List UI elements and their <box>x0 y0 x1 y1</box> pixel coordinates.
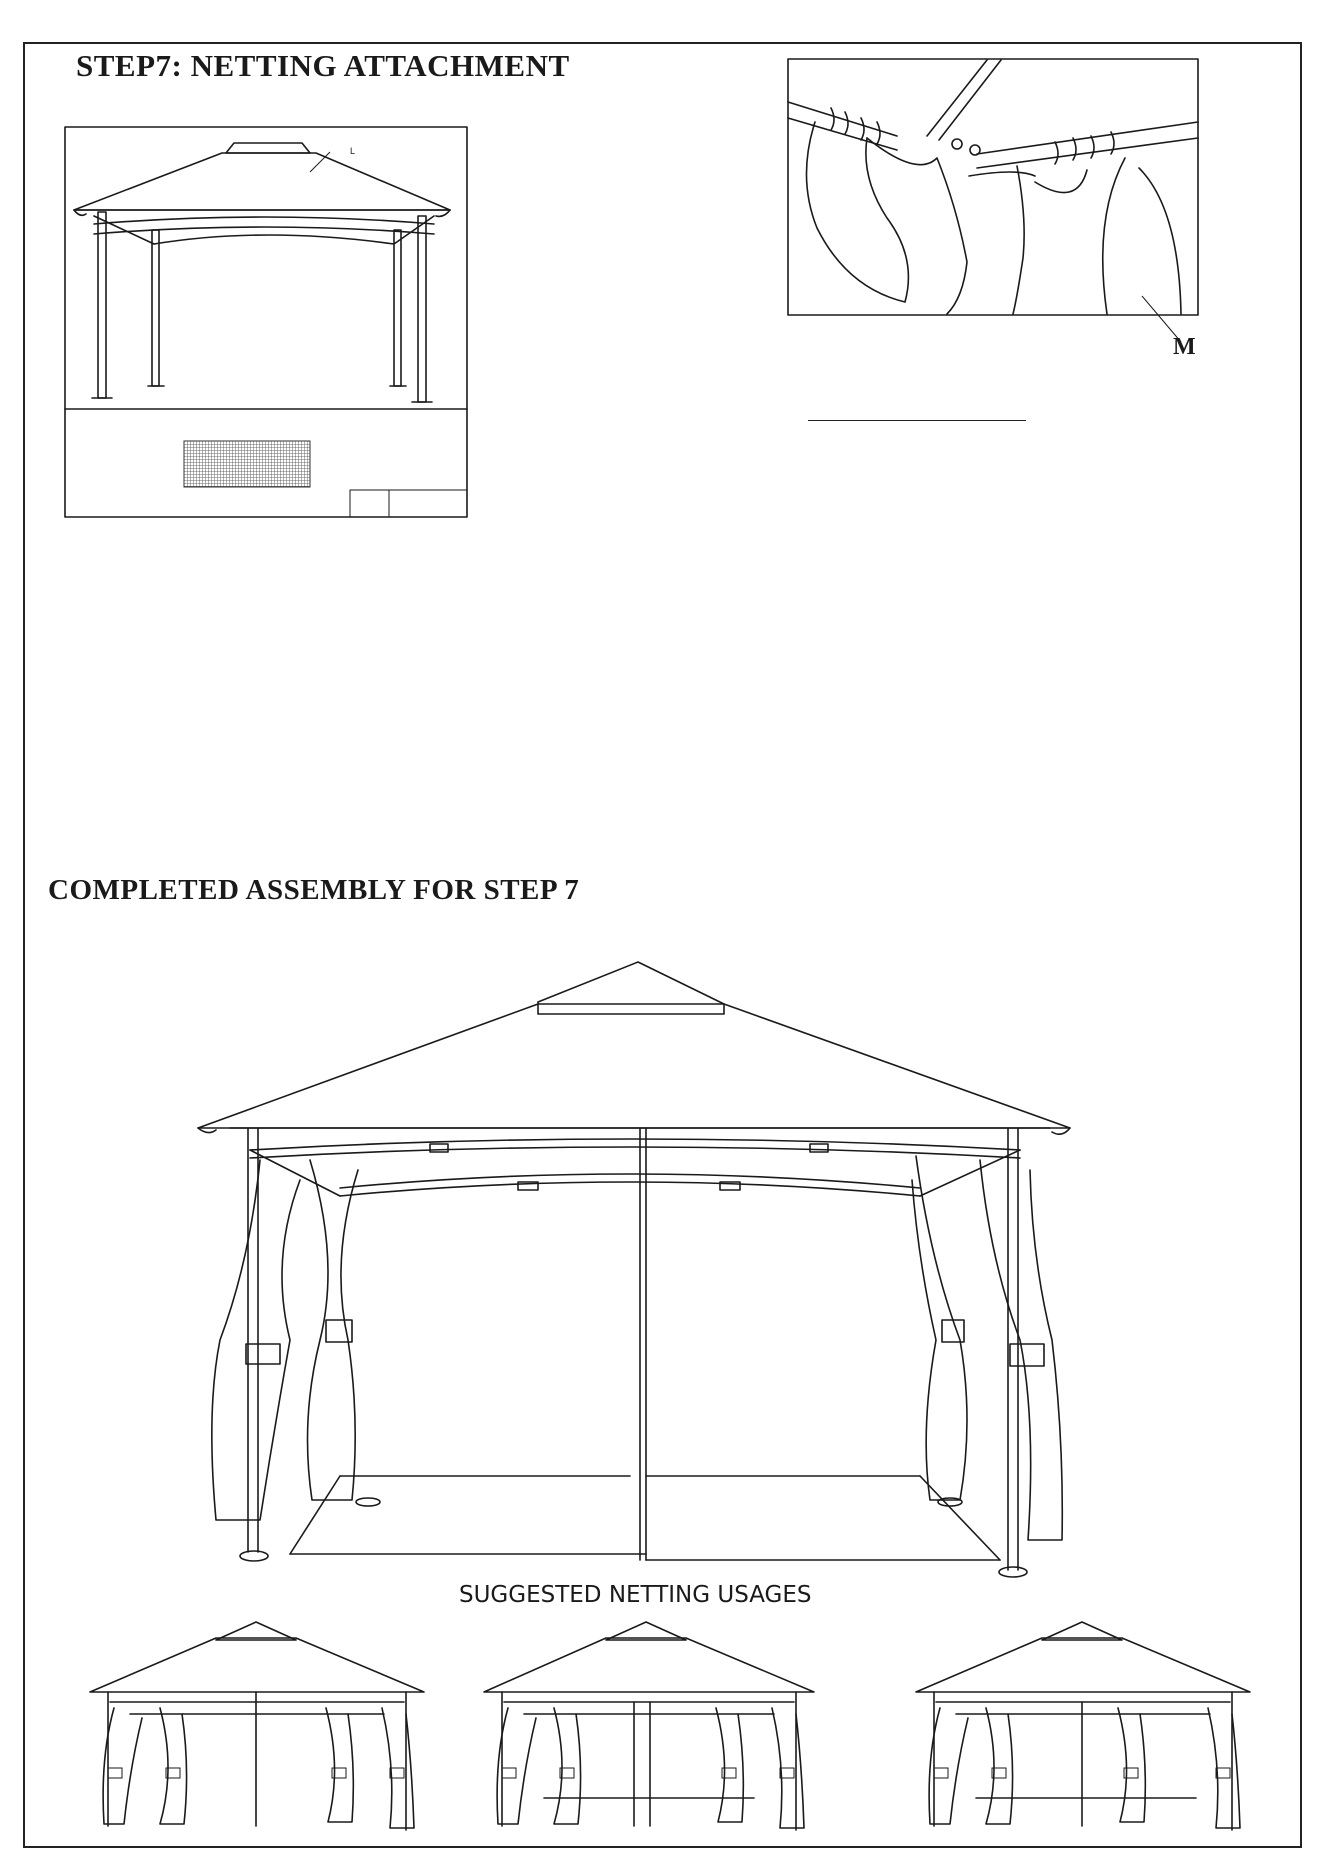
completed-gazebo <box>190 960 1076 1580</box>
netting-swatch <box>184 441 310 487</box>
usage-gazebo-3 <box>916 1618 1250 1836</box>
suggested-caption: SUGGESTED NETTING USAGES <box>459 1582 812 1608</box>
usage-gazebo-1 <box>90 1618 424 1836</box>
step-title: STEP7: NETTING ATTACHMENT <box>76 48 570 83</box>
netting-detail-figure <box>787 58 1199 316</box>
completed-title: COMPLETED ASSEMBLY FOR STEP 7 <box>48 874 580 906</box>
netting-label: M <box>1173 334 1197 360</box>
blank-underline <box>808 420 1026 421</box>
usage-gazebo-2 <box>484 1618 814 1836</box>
canopy-label: L <box>350 146 356 156</box>
